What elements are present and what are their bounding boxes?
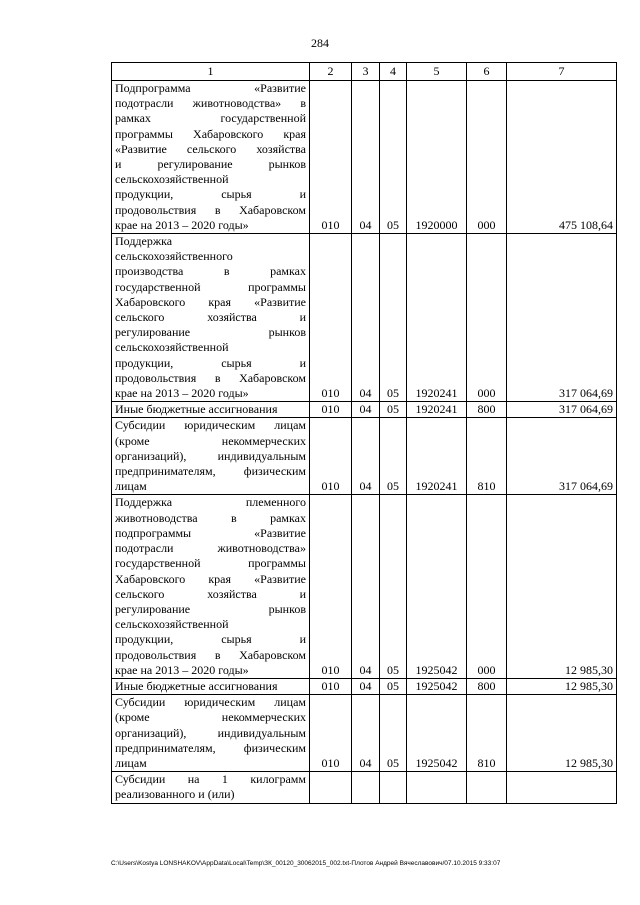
amount-cell: 475 108,64: [507, 81, 617, 234]
header-cell: 2: [310, 63, 352, 81]
row-name-line: лицам: [115, 755, 147, 770]
budget-table: [111, 62, 617, 804]
code-cell: 010: [310, 695, 352, 772]
expense-type-cell: 800: [467, 402, 507, 418]
amount-cell: 12 985,30: [507, 495, 617, 678]
target-article-cell: 1920241: [407, 402, 467, 418]
row-name-cell: [112, 234, 310, 402]
table-header-row: [112, 63, 617, 81]
row-name-line: (кроме некоммерческих: [115, 710, 306, 725]
code-cell: 010: [310, 234, 352, 402]
expense-type-cell: 000: [467, 234, 507, 402]
section-cell: 04: [352, 695, 380, 772]
row-name-line: регулирование рынков: [115, 325, 306, 340]
amount-cell: 317 064,69: [507, 234, 617, 402]
row-name-line: продукции, сырья и: [115, 355, 306, 370]
file-path-footer: C:\Users\Kostya LONSHAKOV\AppData\Local\Temp\ЗК_00120_30062015_002.txt-Плотов Андрей Вячеславович/07.10.2015 9:33:07: [111, 860, 501, 867]
row-name-line: сельского хозяйства и: [115, 586, 306, 601]
row-name-line: производства в рамках: [115, 264, 306, 279]
row-name-cell: [112, 81, 310, 234]
row-name-line: Субсидии юридическим лицам: [115, 418, 306, 433]
expense-type-cell: 000: [467, 81, 507, 234]
amount-cell: 12 985,30: [507, 678, 617, 694]
row-name-line: лицам: [115, 479, 147, 494]
subsection-cell: 05: [380, 234, 407, 402]
row-name-line: рамках государственной: [115, 111, 306, 126]
header-cell: 3: [352, 63, 380, 81]
code-cell: 010: [310, 402, 352, 418]
row-name-line: сельскохозяйственного: [115, 249, 233, 264]
target-article-cell: 1925042: [407, 678, 467, 694]
row-name-line: сельскохозяйственной: [115, 617, 229, 632]
amount-cell: 317 064,69: [507, 418, 617, 495]
table-row: [112, 678, 617, 694]
row-name-line: подпрограммы «Развитие: [115, 525, 306, 540]
amount-cell: [507, 772, 617, 803]
section-cell: 04: [352, 418, 380, 495]
row-name-line: регулирование рынков: [115, 601, 306, 616]
target-article-cell: [407, 772, 467, 803]
subsection-cell: 05: [380, 495, 407, 678]
row-name-line: «Развитие сельского хозяйства: [115, 141, 306, 156]
subsection-cell: 05: [380, 81, 407, 234]
row-name-line: сельскохозяйственной: [115, 172, 229, 187]
row-name-line: сельского хозяйства и: [115, 310, 306, 325]
section-cell: 04: [352, 495, 380, 678]
row-name-line: продукции, сырья и: [115, 187, 306, 202]
expense-type-cell: 800: [467, 678, 507, 694]
row-name-line: государственной программы: [115, 556, 306, 571]
target-article-cell: 1925042: [407, 495, 467, 678]
row-name-line: продовольствия в Хабаровском: [115, 202, 306, 217]
code-cell: [310, 772, 352, 803]
row-name-line: и регулирование рынков: [115, 157, 306, 172]
row-name-cell: [112, 772, 310, 803]
subsection-cell: 05: [380, 695, 407, 772]
row-name-line: крае на 2013 – 2020 годы»: [115, 217, 249, 232]
row-name-line: крае на 2013 – 2020 годы»: [115, 386, 249, 401]
row-name-line: продукции, сырья и: [115, 632, 306, 647]
section-cell: 04: [352, 234, 380, 402]
target-article-cell: 1925042: [407, 695, 467, 772]
row-name-line: крае на 2013 – 2020 годы»: [115, 662, 249, 677]
row-name-line: Хабаровского края «Развитие: [115, 571, 306, 586]
row-name-line: организаций), индивидуальным: [115, 725, 306, 740]
row-name-line: Субсидии на 1 килограмм: [115, 772, 306, 787]
row-name-line: предпринимателям, физическим: [115, 464, 306, 479]
code-cell: 010: [310, 81, 352, 234]
subsection-cell: 05: [380, 678, 407, 694]
header-cell: 6: [467, 63, 507, 81]
subsection-cell: 05: [380, 402, 407, 418]
row-name-line: Поддержка: [115, 234, 173, 249]
header-cell: 4: [380, 63, 407, 81]
row-name-line: программы Хабаровского края: [115, 126, 306, 141]
amount-cell: 317 064,69: [507, 402, 617, 418]
row-name-cell: [112, 678, 310, 694]
row-name-line: Подпрограмма «Развитие: [115, 81, 306, 95]
table-row: [112, 81, 617, 234]
code-cell: 010: [310, 495, 352, 678]
row-name-line: организаций), индивидуальным: [115, 448, 306, 463]
table-row: [112, 234, 617, 402]
row-name-line: Субсидии юридическим лицам: [115, 695, 306, 710]
table-row: [112, 495, 617, 678]
expense-type-cell: 810: [467, 695, 507, 772]
row-name-line: подотрасли животноводства» в: [115, 96, 306, 111]
expense-type-cell: 810: [467, 418, 507, 495]
table-row: [112, 695, 617, 772]
target-article-cell: 1920241: [407, 418, 467, 495]
row-name-line: Иные бюджетные ассигнования: [115, 678, 278, 693]
section-cell: [352, 772, 380, 803]
header-cell: 1: [112, 63, 310, 81]
row-name-line: (кроме некоммерческих: [115, 433, 306, 448]
row-name-line: государственной программы: [115, 279, 306, 294]
code-cell: 010: [310, 418, 352, 495]
header-cell: 7: [507, 63, 617, 81]
subsection-cell: 05: [380, 418, 407, 495]
table-row: [112, 418, 617, 495]
expense-type-cell: [467, 772, 507, 803]
row-name-cell: [112, 402, 310, 418]
row-name-line: реализованного и (или): [115, 787, 235, 802]
section-cell: 04: [352, 402, 380, 418]
section-cell: 04: [352, 678, 380, 694]
table-row: [112, 772, 617, 803]
row-name-line: предпринимателям, физическим: [115, 740, 306, 755]
table-row: [112, 402, 617, 418]
row-name-line: подотрасли животноводства»: [115, 541, 306, 556]
row-name-line: Поддержка племенного: [115, 495, 306, 510]
row-name-line: животноводства в рамках: [115, 510, 306, 525]
header-cell: 5: [407, 63, 467, 81]
row-name-line: Иные бюджетные ассигнования: [115, 402, 278, 417]
section-cell: 04: [352, 81, 380, 234]
target-article-cell: 1920000: [407, 81, 467, 234]
row-name-cell: [112, 418, 310, 495]
code-cell: 010: [310, 678, 352, 694]
page-number: 284: [311, 36, 329, 50]
row-name-cell: [112, 695, 310, 772]
row-name-line: Хабаровского края «Развитие: [115, 294, 306, 309]
row-name-line: продовольствия в Хабаровском: [115, 647, 306, 662]
row-name-line: продовольствия в Хабаровском: [115, 370, 306, 385]
expense-type-cell: 000: [467, 495, 507, 678]
target-article-cell: 1920241: [407, 234, 467, 402]
row-name-line: сельскохозяйственной: [115, 340, 229, 355]
row-name-cell: [112, 495, 310, 678]
subsection-cell: [380, 772, 407, 803]
amount-cell: 12 985,30: [507, 695, 617, 772]
